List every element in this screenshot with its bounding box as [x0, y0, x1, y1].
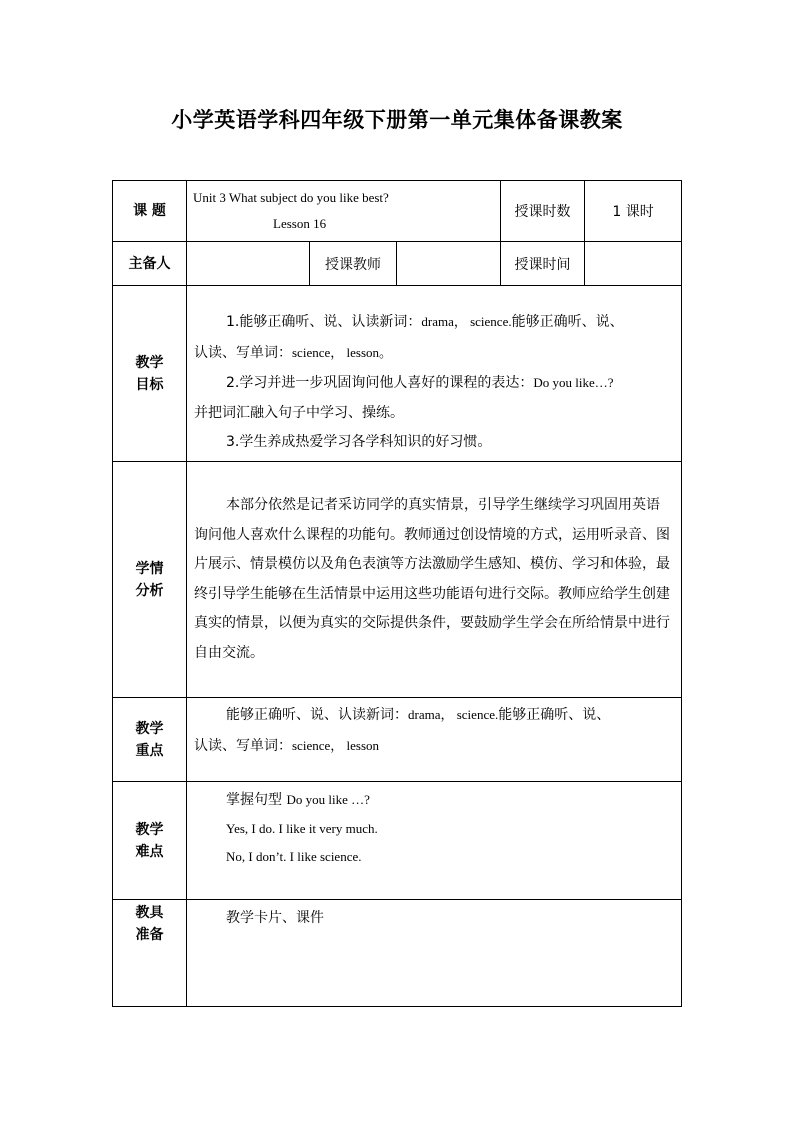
materials-label	[113, 900, 187, 1007]
hours-label: 授课时数	[501, 181, 585, 242]
topic-cell	[187, 181, 501, 242]
analysis-label	[113, 462, 187, 698]
difficulty-line2: Yes, I do. I like it very much.	[226, 820, 378, 836]
materials-text: 教学卡片、课件	[226, 910, 324, 926]
teacher-label: 授课教师	[310, 242, 397, 286]
difficulties-content	[187, 782, 682, 900]
analysis-label-line2: 分析	[135, 582, 164, 599]
analysis-text: 本部分依然是记者采访同学的真实情景，引导学生继续学习巩固用英语询问他人喜欢什么课程的功能句。教师通过创设情境的方式，运用听录音、图片展示、情景模仿以及角色表演等方法激励学生感知、模仿、学习和体验，最终引导学生能够在生活情景中运用这些功能语句进行交际。教师应给学生创建真实的情景，以便为真实的交际提供条件，要鼓励学生学会在所给情景中进行自由交流。	[194, 497, 670, 661]
goal-3: 3.学生养成热爱学习各学科知识的好习惯。	[226, 434, 492, 451]
materials-label-line2: 准备	[135, 927, 164, 943]
key-points-label-line1: 教学	[135, 720, 164, 737]
difficulties-label-line2: 难点	[135, 843, 164, 860]
goals-label-line1: 教学	[135, 354, 164, 371]
difficulties-label	[113, 782, 187, 900]
key-points-label	[113, 698, 187, 782]
analysis-row	[113, 462, 682, 698]
difficulties-label-line1: 教学	[135, 821, 164, 838]
document-title: 小学英语学科四年级下册第一单元集体备课教案	[171, 108, 623, 132]
goals-label-line2: 目标	[135, 376, 164, 393]
materials-label-line1: 教具	[135, 905, 164, 921]
host-row	[113, 242, 682, 286]
materials-content	[187, 900, 682, 1007]
goals-content	[187, 286, 682, 462]
difficulties-row	[113, 782, 682, 900]
lesson-number: Lesson 16	[273, 216, 327, 231]
time-label: 授课时间	[501, 242, 585, 286]
goal-2: 2.学习并进一步巩固询问他人喜好的课程的表达：Do you like…?	[226, 375, 614, 392]
analysis-label-line1: 学情	[135, 560, 164, 577]
key-points-content	[187, 698, 682, 782]
difficulty-line3: No, I don’t. I like science.	[226, 849, 362, 864]
key-points-label-line2: 重点	[135, 742, 164, 759]
host-label: 主备人	[113, 242, 187, 286]
materials-row	[113, 900, 682, 1007]
topic-label: 课 题	[113, 181, 187, 242]
key-point-line1: 能够正确听、说、认读新词：drama， science.能够正确听、说、	[226, 707, 611, 723]
goal-1: 1.能够正确听、说、认读新词：drama， science.能够正确听、说、	[226, 314, 624, 331]
hours-value: 1 课时	[585, 181, 682, 242]
key-points-row	[113, 698, 682, 782]
lesson-plan-table	[112, 180, 682, 1007]
host-value	[187, 242, 310, 286]
goal-1-cont: 认读、写单词：science， lesson。	[194, 344, 393, 361]
goal-2-cont: 并把词汇融入句子中学习、操练。	[194, 404, 404, 421]
unit-title: Unit 3 What subject do you like best?	[193, 190, 389, 205]
key-point-line2: 认读、写单词：science， lesson	[194, 737, 380, 754]
goals-row	[113, 286, 682, 462]
topic-row	[113, 181, 682, 242]
time-value	[585, 242, 682, 286]
teacher-value	[397, 242, 501, 286]
analysis-content	[187, 462, 682, 698]
goals-label	[113, 286, 187, 462]
difficulty-line1: 掌握句型 Do you like …?	[226, 792, 370, 808]
